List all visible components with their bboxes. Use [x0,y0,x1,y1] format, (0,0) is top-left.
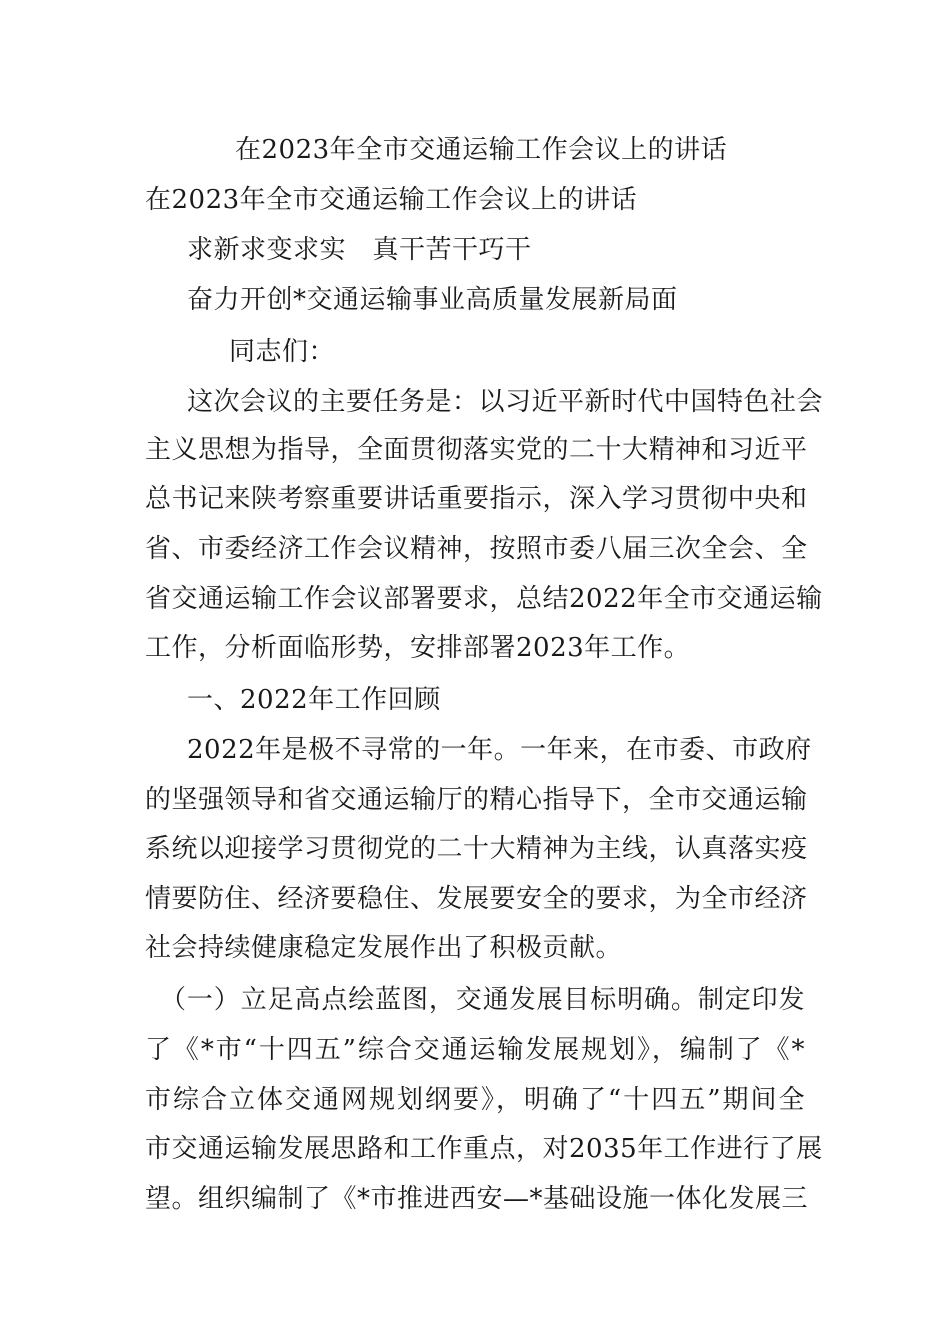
paragraph-line: 2022年是极不寻常的一年。一年来，在市委、市政府 [187,735,812,765]
paragraph-line: 工作，分析面临形势，安排部署2023年工作。 [145,633,691,663]
paragraph-line: 省交通运输工作会议部署要求，总结2022年全市交通运输 [145,584,823,614]
paragraph-line: 了《*市“十四五”综合交通运输发展规划》，编制了《* [145,1035,805,1065]
paragraph-line: 市交通运输发展思路和工作重点，对2035年工作进行了展 [145,1134,823,1164]
speech-subheading-2: 奋力开创*交通运输事业高质量发展新局面 [187,285,678,315]
paragraph-line: （一）立足高点绘蓝图，交通发展目标明确。制定印发 [160,985,805,1015]
speech-heading: 在2023年全市交通运输工作会议上的讲话 [145,185,638,215]
speech-subheading-1: 求新求变求实 真干苦干巧干 [187,235,532,265]
paragraph-line: 望。组织编制了《*市推进西安—*基础设施一体化发展三 [145,1184,809,1214]
paragraph-line: 主义思想为指导，全面贯彻落实党的二十大精神和习近平 [145,435,808,465]
paragraph-line: 情要防住、经济要稳住、发展要安全的要求，为全市经济 [145,884,808,914]
paragraph-line: 省、市委经济工作会议精神，按照市委八届三次全会、全 [145,534,808,564]
salutation: 同志们： [229,337,336,367]
section-heading: 一、2022年工作回顾 [187,685,441,715]
paragraph-line: 总书记来陕考察重要讲话重要指示，深入学习贯彻中央和 [145,484,808,514]
paragraph-line: 社会持续健康稳定发展作出了积极贡献。 [145,933,623,963]
document-title: 在2023年全市交通运输工作会议上的讲话 [235,135,728,165]
paragraph-line: 市综合立体交通网规划纲要》，明确了“十四五”期间全 [145,1085,805,1115]
paragraph-line: 这次会议的主要任务是：以习近平新时代中国特色社会 [187,387,824,417]
paragraph-line: 系统以迎接学习贯彻党的二十大精神为主线，认真落实疫 [145,834,808,864]
paragraph-line: 的坚强领导和省交通运输厅的精心指导下，全市交通运输 [145,785,808,815]
